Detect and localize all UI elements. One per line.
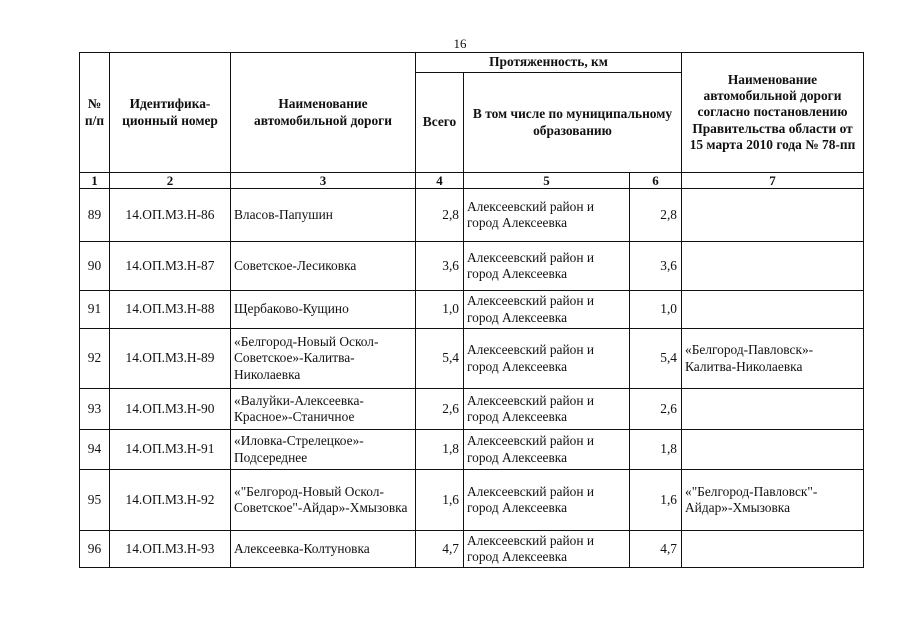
road-name: «"Белгород-Новый Оскол-Советское"-Айдар»-Хмызовка (231, 470, 416, 531)
municipality-km: 5,4 (630, 329, 682, 389)
table-row (80, 389, 864, 430)
row-number: 92 (80, 329, 110, 389)
road-total-km: 1,8 (416, 430, 464, 470)
row-number: 95 (80, 470, 110, 531)
road-total-km: 1,0 (416, 291, 464, 329)
municipality: Алексеевский район и город Алексеевка (464, 430, 630, 470)
road-id: 14.ОП.МЗ.Н-91 (110, 430, 231, 470)
road-total-km: 2,6 (416, 389, 464, 430)
table-row (80, 189, 864, 242)
header-id: Идентифика-ционный номер (110, 53, 231, 173)
page-number: 16 (453, 36, 467, 51)
header-num: № п/п (80, 53, 110, 173)
row-number: 91 (80, 291, 110, 329)
row-number: 96 (80, 531, 110, 568)
row-number: 94 (80, 430, 110, 470)
road-total-km: 5,4 (416, 329, 464, 389)
road-name: Власов-Папушин (231, 189, 416, 242)
road-name: Советское-Лесиковка (231, 242, 416, 291)
road-id: 14.ОП.МЗ.Н-86 (110, 189, 231, 242)
municipality: Алексеевский район и город Алексеевка (464, 291, 630, 329)
municipality: Алексеевский район и город Алексеевка (464, 329, 630, 389)
decree-road-name: «Белгород-Павловск»-Калитва-Николаевка (682, 329, 864, 389)
road-total-km: 4,7 (416, 531, 464, 568)
table-row (80, 291, 864, 329)
road-id: 14.ОП.МЗ.Н-88 (110, 291, 231, 329)
decree-road-name (682, 189, 864, 242)
municipality-km: 4,7 (630, 531, 682, 568)
municipality-km: 1,0 (630, 291, 682, 329)
road-total-km: 2,8 (416, 189, 464, 242)
row-number: 89 (80, 189, 110, 242)
column-number: 4 (416, 173, 464, 189)
road-name: «Валуйки-Алексеевка-Красное»-Станичное (231, 389, 416, 430)
row-number: 93 (80, 389, 110, 430)
header-name: Наименование автомобильной дороги (231, 53, 416, 173)
municipality: Алексеевский район и город Алексеевка (464, 189, 630, 242)
column-number: 3 (231, 173, 416, 189)
column-number: 5 (464, 173, 630, 189)
table-row (80, 470, 864, 531)
table-row (80, 242, 864, 291)
road-total-km: 3,6 (416, 242, 464, 291)
column-number: 7 (682, 173, 864, 189)
road-name: Щербаково-Кущино (231, 291, 416, 329)
municipality-km: 2,8 (630, 189, 682, 242)
municipality: Алексеевский район и город Алексеевка (464, 470, 630, 531)
road-id: 14.ОП.МЗ.Н-90 (110, 389, 231, 430)
column-number: 2 (110, 173, 231, 189)
decree-road-name (682, 242, 864, 291)
column-number: 6 (630, 173, 682, 189)
row-number: 90 (80, 242, 110, 291)
decree-road-name (682, 531, 864, 568)
municipality-km: 1,8 (630, 430, 682, 470)
decree-road-name (682, 389, 864, 430)
roads-table (79, 52, 864, 568)
road-name: «Белгород-Новый Оскол-Советское»-Калитва-Николаевка (231, 329, 416, 389)
decree-road-name (682, 291, 864, 329)
table-row (80, 430, 864, 470)
road-name: Алексеевка-Колтуновка (231, 531, 416, 568)
road-name: «Иловка-Стрелецкое»-Подсереднее (231, 430, 416, 470)
header-decree-name: Наименование автомобильной дороги согласно постановлению Правительства области от 15 марта 2010 года № 78-пп (682, 53, 864, 173)
municipality: Алексеевский район и город Алексеевка (464, 242, 630, 291)
table-row (80, 531, 864, 568)
header-including: В том числе по муниципальному образованию (464, 73, 682, 173)
road-id: 14.ОП.МЗ.Н-92 (110, 470, 231, 531)
decree-road-name: «"Белгород-Павловск"-Айдар»-Хмызовка (682, 470, 864, 531)
municipality-km: 3,6 (630, 242, 682, 291)
municipality: Алексеевский район и город Алексеевка (464, 389, 630, 430)
municipality-km: 1,6 (630, 470, 682, 531)
header-total: Всего (416, 73, 464, 173)
road-id: 14.ОП.МЗ.Н-87 (110, 242, 231, 291)
road-id: 14.ОП.МЗ.Н-89 (110, 329, 231, 389)
table-row (80, 329, 864, 389)
road-id: 14.ОП.МЗ.Н-93 (110, 531, 231, 568)
header-length: Протяженность, км (416, 53, 682, 73)
road-total-km: 1,6 (416, 470, 464, 531)
decree-road-name (682, 430, 864, 470)
column-number: 1 (80, 173, 110, 189)
municipality: Алексеевский район и город Алексеевка (464, 531, 630, 568)
municipality-km: 2,6 (630, 389, 682, 430)
